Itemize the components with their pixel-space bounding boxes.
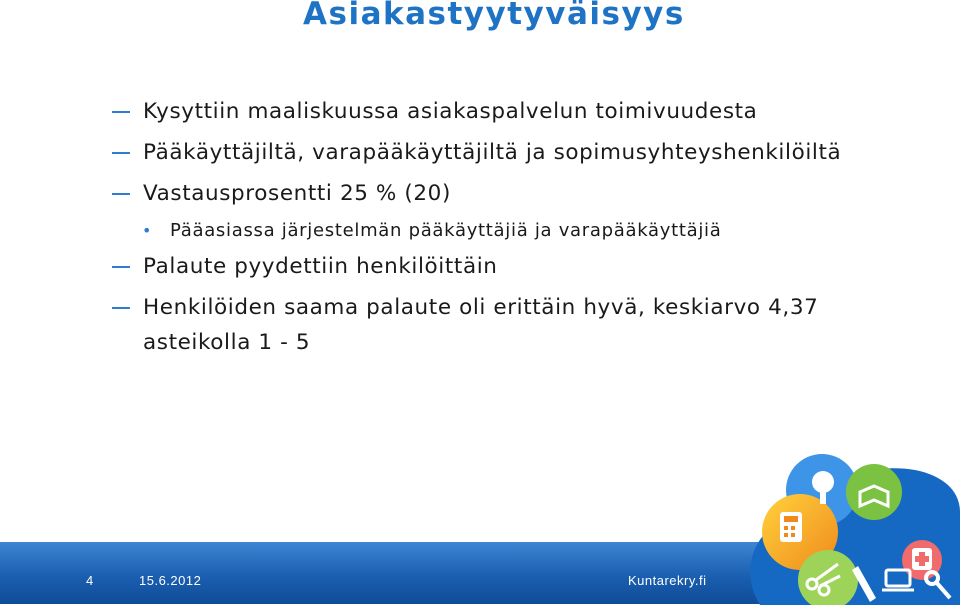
dash-icon	[112, 266, 130, 268]
medical-cross-icon	[912, 548, 932, 570]
dash-icon	[112, 193, 130, 195]
dash-icon	[112, 111, 130, 113]
footer-site: Kuntarekry.fi	[628, 573, 707, 588]
list-item	[112, 249, 932, 284]
logo-graphic	[700, 452, 960, 605]
list-item	[112, 94, 932, 129]
list-item-text: Palaute pyydettiin henkilöittäin	[143, 254, 498, 279]
slide-date: 15.6.2012	[139, 573, 202, 588]
dash-icon	[112, 152, 130, 154]
list-item	[112, 135, 932, 170]
list-item	[112, 290, 932, 360]
bullet-icon: •	[142, 221, 153, 240]
bullet-list	[112, 94, 932, 360]
sub-list-item	[112, 217, 932, 245]
calculator-icon	[780, 512, 802, 542]
sub-list-item-text: Pääasiassa järjestelmän pääkäyttäjiä ja varapääkäyttäjiä	[170, 220, 722, 241]
page-number: 4	[86, 573, 94, 588]
list-item-text: Pääkäyttäjiltä, varapääkäyttäjiltä ja sopimusyhteyshenkilöiltä	[143, 140, 842, 165]
list-item-text: Vastausprosentti 25 % (20)	[143, 181, 451, 206]
dash-icon	[112, 307, 130, 309]
kuntarekry-logo	[700, 452, 960, 605]
list-item	[112, 176, 932, 211]
list-item-text: Kysyttiin maaliskuussa asiakaspalvelun toimivuudesta	[143, 99, 758, 124]
slide-title: Asiakastyytyväisyys	[303, 0, 685, 32]
list-item-text: Henkilöiden saama palaute oli erittäin hyvä, keskiarvo 4,37 asteikolla 1 - 5	[143, 295, 819, 355]
